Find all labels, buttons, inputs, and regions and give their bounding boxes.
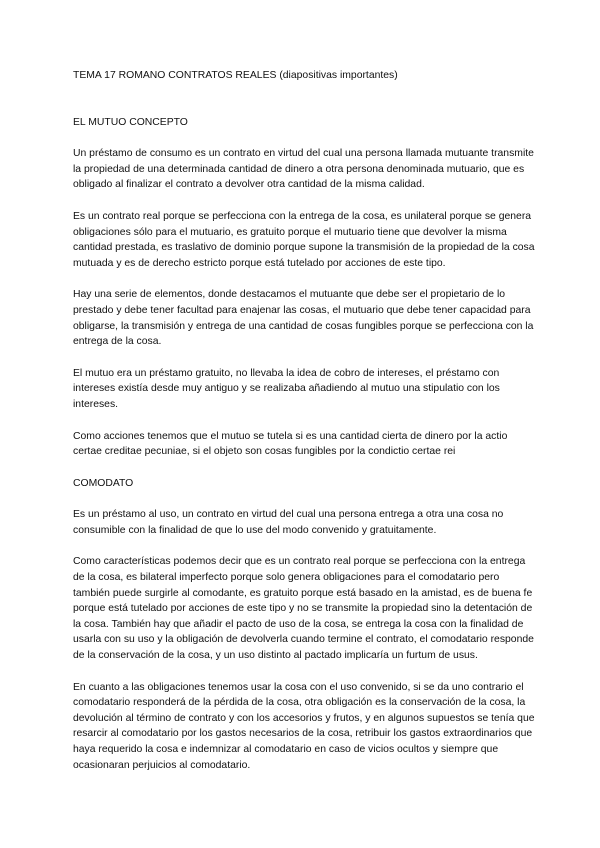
section-heading-mutuo: EL MUTUO CONCEPTO xyxy=(73,116,188,128)
paragraph-comodato-caracteristicas: Como características podemos decir que es un contrato real porque se perfecciona con la entrega de la cosa, es bilateral imperfecto porque solo genera obligaciones para el comodatario pero también puede surgirle al comodante, es gratuito porque está basado en la amistad, es de buena fe porque está tutelado por acciones de este tipo y no se transmite la propiedad sino la detentación de la cosa. También hay que añadir el pacto de uso de la cosa, se entrega la cosa con la finalidad de usarla con su uso y la obligación de devolverla cuando termine el contrato, el comodatario responde de la conservación de la cosa, y un uso distinto al pactado implicaría un furtum de usus. xyxy=(73,556,534,662)
paragraph-mutuo-acciones: Como acciones tenemos que el mutuo se tutela si es una cantidad cierta de dinero por la actio certae creditae pecuniae, si el objeto son cosas fungibles por la condictio certae rei xyxy=(73,430,508,458)
paragraph-mutuo-elementos: Hay una serie de elementos, donde destacamos el mutuante que debe ser el propietario de lo prestado y debe tener facultad para enajenar las cosas, el mutuario que debe tener capacidad para obligarse, la transmisión y entrega de una cantidad de cosas fungibles porque se perfecciona con la entrega de la cosa. xyxy=(73,289,534,348)
document-content xyxy=(73,68,535,773)
section-heading-comodato: COMODATO xyxy=(73,477,134,489)
paragraph-mutuo-concepto: Un préstamo de consumo es un contrato en virtud del cual una persona llamada mutuante transmite la propiedad de una determinada cantidad de dinero a otra persona denominada mutuario, que es obligado al finalizar el contrato a devolver otra cantidad de la misma calidad. xyxy=(73,148,534,191)
paragraph-comodato-obligaciones: En cuanto a las obligaciones tenemos usar la cosa con el uso convenido, si se da uno contrario el comodatario responderá de la pérdida de la cosa, otra obligación es la conservación de la cosa, la devolución al término de contrato y con los accesorios y frutos, y en algunos supuestos se tenía que resarcir al comodatario por los gastos necesarios de la cosa, retribuir los gastos extraordinarios que haya requerido la cosa e indemnizar al comodatario en caso de vicios ocultos y siempre que ocasionaran perjuicios al comodatario. xyxy=(73,681,535,771)
paragraph-mutuo-intereses: El mutuo era un préstamo gratuito, no llevaba la idea de cobro de intereses, el préstamo con intereses existía desde muy antiguo y se realizaba añadiendo al mutuo una stipulatio con los intereses. xyxy=(73,367,500,410)
paragraph-comodato-concepto: Es un préstamo al uso, un contrato en virtud del cual una persona entrega a otra una cosa no consumible con la finalidad de que lo use del modo convenido y gratuitamente. xyxy=(73,509,504,536)
paragraph-mutuo-caracteristicas: Es un contrato real porque se perfecciona con la entrega de la cosa, es unilateral porque se genera obligaciones sólo para el mutuario, es gratuito porque el mutuario tiene que devolver la misma cantidad prestada, es traslativo de dominio porque supone la transmisión de la propiedad de la cosa mutuada y es de derecho estricto porque está tutelado por acciones de este tipo. xyxy=(73,210,535,269)
document-title: TEMA 17 ROMANO CONTRATOS REALES (diapositivas importantes) xyxy=(73,70,398,81)
